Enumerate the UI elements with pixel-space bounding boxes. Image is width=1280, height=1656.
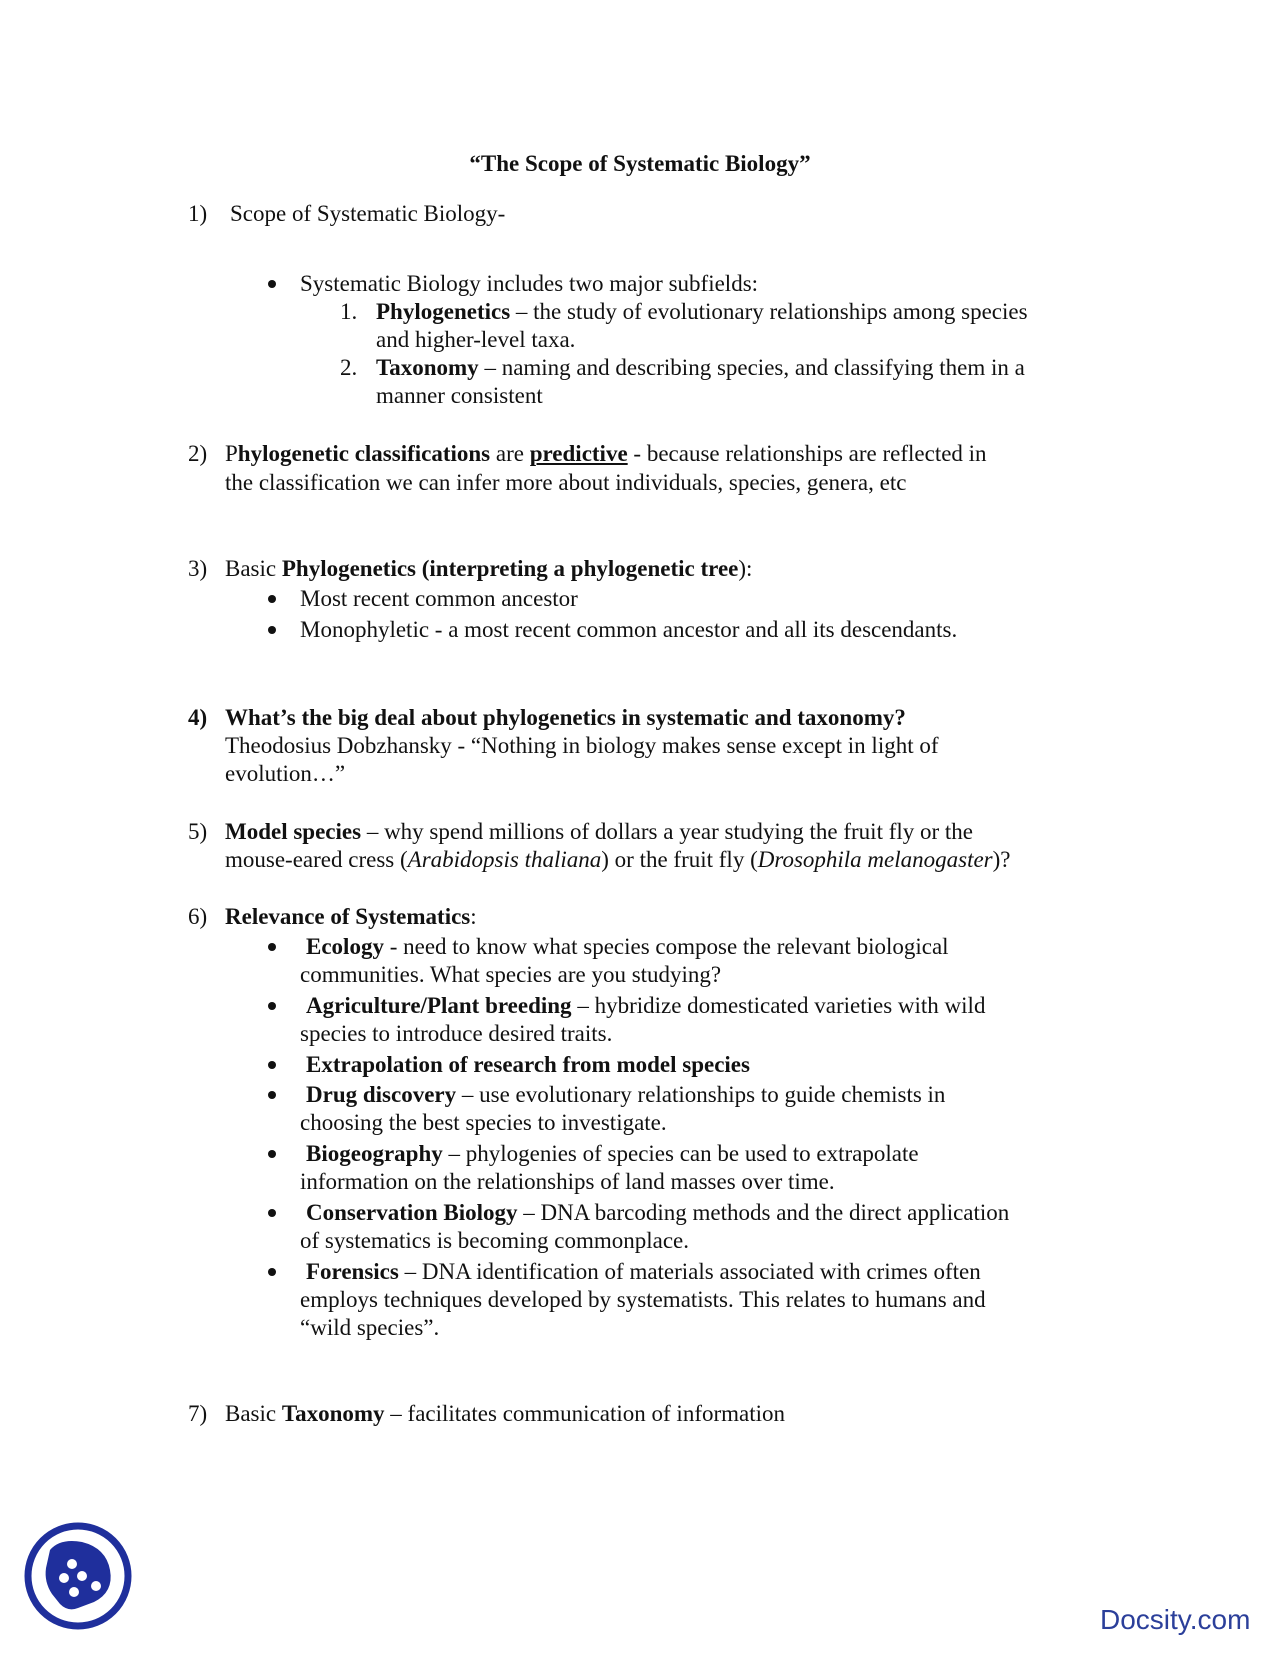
- list-item: Forensics – DNA identification of materials associated with crimes often: [306, 1259, 981, 1284]
- list-item: Phylogenetics – the study of evolutionary relationships among species: [376, 299, 1028, 324]
- bullet-icon: [268, 1268, 276, 1276]
- list-number: 2.: [340, 355, 358, 380]
- section-4-heading: What’s the big deal about phylogenetics in systematic and taxonomy?: [225, 705, 906, 730]
- list-item-continuation: employs techniques developed by systematists. This relates to humans and: [300, 1287, 986, 1312]
- section-2-continuation: the classification we can infer more about individuals, species, genera, etc: [225, 470, 907, 495]
- bullet-icon: [268, 595, 276, 603]
- section-1-heading: Scope of Systematic Biology-: [230, 201, 506, 226]
- bullet-icon: [268, 943, 276, 951]
- bullet-icon: [268, 1150, 276, 1158]
- bullet-icon: [268, 1002, 276, 1010]
- section-3-number: 3): [188, 556, 208, 581]
- section-2-number: 2): [188, 441, 208, 466]
- list-item: Monophyletic - a most recent common ancestor and all its descendants.: [300, 617, 958, 642]
- section-4-text: Theodosius Dobzhansky - “Nothing in biology makes sense except in light of: [225, 733, 939, 758]
- section-4-number: 4): [188, 705, 208, 730]
- section-7-text: Basic Taxonomy – facilitates communication of information: [225, 1401, 786, 1426]
- list-item: Drug discovery – use evolutionary relationships to guide chemists in: [306, 1082, 946, 1107]
- docsity-brand-link[interactable]: Docsity.com: [1100, 1604, 1251, 1635]
- bullet-icon: [268, 626, 276, 634]
- section-5-text: Model species – why spend millions of dollars a year studying the fruit fly or the: [225, 819, 974, 844]
- list-item: Ecology - need to know what species compose the relevant biological: [306, 934, 949, 959]
- list-item: Agriculture/Plant breeding – hybridize domesticated varieties with wild: [306, 993, 986, 1018]
- list-item-continuation: of systematics is becoming commonplace.: [300, 1228, 689, 1253]
- list-item: Biogeography – phylogenies of species can be used to extrapolate: [306, 1141, 919, 1166]
- list-item-continuation: and higher-level taxa.: [376, 327, 576, 352]
- bullet-icon: [268, 1091, 276, 1099]
- section-1-number: 1): [188, 201, 208, 226]
- section-1-intro: Systematic Biology includes two major subfields:: [300, 271, 759, 296]
- section-3-heading: Basic Phylogenetics (interpreting a phylogenetic tree):: [225, 556, 753, 581]
- section-2-text: Phylogenetic classifications are predictive - because relationships are reflected in: [225, 441, 987, 466]
- list-item: Most recent common ancestor: [300, 586, 578, 611]
- list-number: 1.: [340, 299, 358, 324]
- list-item-continuation: “wild species”.: [300, 1315, 440, 1340]
- list-item: Taxonomy – naming and describing species, and classifying them in a: [376, 355, 1025, 380]
- page-title: “The Scope of Systematic Biology”: [469, 151, 811, 176]
- section-4-continuation: evolution…”: [225, 761, 346, 786]
- bullet-icon: [268, 1061, 276, 1069]
- list-item: Extrapolation of research from model species: [306, 1052, 750, 1077]
- docsity-logo-icon[interactable]: [22, 1520, 134, 1632]
- section-5-number: 5): [188, 819, 208, 844]
- list-item-continuation: choosing the best species to investigate.: [300, 1110, 667, 1135]
- section-6-number: 6): [188, 904, 208, 929]
- bullet-icon: [268, 280, 276, 288]
- list-item-continuation: communities. What species are you studying?: [300, 962, 722, 987]
- list-item-continuation: manner consistent: [376, 383, 543, 408]
- list-item-continuation: species to introduce desired traits.: [300, 1021, 613, 1046]
- section-6-heading: Relevance of Systematics:: [225, 904, 477, 929]
- section-7-number: 7): [188, 1401, 208, 1426]
- list-item: Conservation Biology – DNA barcoding methods and the direct application: [306, 1200, 1010, 1225]
- list-item-continuation: information on the relationships of land masses over time.: [300, 1169, 835, 1194]
- section-5-continuation: mouse-eared cress (Arabidopsis thaliana) or the fruit fly (Drosophila melanogaster)?: [225, 847, 1011, 872]
- bullet-icon: [268, 1209, 276, 1217]
